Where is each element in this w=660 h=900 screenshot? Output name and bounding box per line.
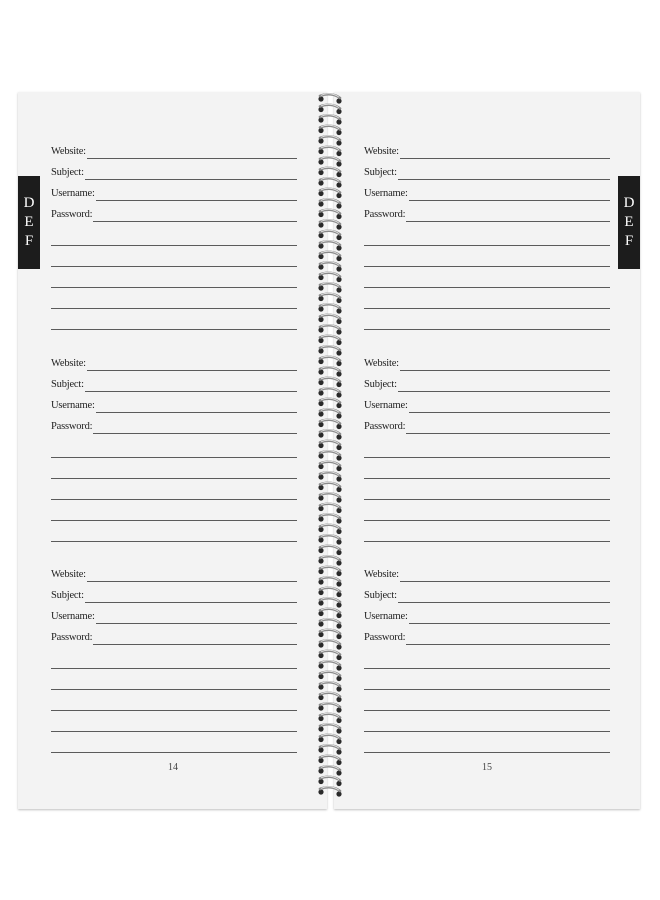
notes-line — [51, 499, 297, 500]
spiral-coil — [318, 272, 341, 282]
website-field — [51, 357, 297, 371]
website-field — [51, 568, 297, 582]
spiral-coil — [318, 199, 341, 209]
website-label: Website: — [364, 146, 399, 157]
subject-write-line — [398, 602, 610, 603]
spiral-coil — [318, 461, 341, 471]
website-write-line — [87, 158, 297, 159]
subject-write-line — [398, 179, 610, 180]
notes-line — [364, 478, 610, 479]
notes-line — [364, 245, 610, 246]
notes-line — [364, 752, 610, 753]
password-write-line — [406, 644, 610, 645]
spiral-coil — [318, 293, 341, 303]
website-write-line — [400, 581, 610, 582]
username-field — [51, 610, 297, 624]
spiral-coil — [318, 356, 341, 366]
spiral-coil — [318, 608, 341, 618]
notes-line — [364, 457, 610, 458]
spiral-coil — [318, 115, 341, 125]
spiral-coil — [318, 304, 341, 314]
spiral-coil — [318, 587, 341, 597]
website-write-line — [87, 581, 297, 582]
notes-line — [51, 520, 297, 521]
website-field — [51, 145, 297, 159]
spiral-coil — [318, 724, 341, 734]
notes-line — [364, 731, 610, 732]
subject-label: Subject: — [364, 590, 397, 601]
username-field — [364, 187, 610, 201]
spiral-coil — [318, 314, 341, 324]
spiral-coil — [318, 430, 341, 440]
subject-field — [51, 589, 297, 603]
username-field — [51, 187, 297, 201]
spiral-coil — [318, 335, 341, 345]
spiral-coil — [318, 251, 341, 261]
spiral-coil — [318, 650, 341, 660]
spiral-coil — [318, 262, 341, 272]
spiral-coil — [318, 692, 341, 702]
spiral-coil — [318, 577, 341, 587]
password-field — [51, 208, 297, 222]
spiral-coil — [318, 566, 341, 576]
username-write-line — [409, 623, 610, 624]
subject-label: Subject: — [51, 590, 84, 601]
subject-write-line — [85, 391, 297, 392]
spiral-coil — [318, 524, 341, 534]
password-label: Password: — [51, 421, 93, 432]
spiral-coil — [318, 493, 341, 503]
spiral-coil — [318, 556, 341, 566]
spiral-coil — [318, 472, 341, 482]
username-write-line — [96, 200, 297, 201]
username-label: Username: — [364, 611, 408, 622]
spiral-coil — [318, 188, 341, 198]
username-write-line — [409, 200, 610, 201]
subject-write-line — [85, 602, 297, 603]
spiral-coil — [318, 325, 341, 335]
password-field — [364, 420, 610, 434]
spiral-coil — [318, 209, 341, 219]
spiral-coil — [318, 136, 341, 146]
notes-line — [364, 520, 610, 521]
spiral-coil — [318, 220, 341, 230]
notes-line — [51, 478, 297, 479]
notes-line — [51, 266, 297, 267]
notes-line — [364, 287, 610, 288]
spiral-coil — [318, 398, 341, 408]
spiral-coil — [318, 440, 341, 450]
notes-line — [51, 308, 297, 309]
password-write-line — [93, 644, 297, 645]
password-field — [51, 420, 297, 434]
notes-line — [51, 245, 297, 246]
notes-line — [51, 731, 297, 732]
spiral-coil — [318, 388, 341, 398]
password-label: Password: — [364, 421, 406, 432]
spiral-coil — [318, 598, 341, 608]
username-field — [51, 399, 297, 413]
spiral-coil — [318, 125, 341, 135]
spiral-coil — [318, 545, 341, 555]
spiral-coil — [318, 734, 341, 744]
tab-letter: E — [24, 214, 34, 230]
subject-label: Subject: — [364, 379, 397, 390]
website-field — [364, 357, 610, 371]
notes-line — [51, 541, 297, 542]
spiral-coil — [318, 346, 341, 356]
website-label: Website: — [51, 146, 86, 157]
notes-line — [51, 752, 297, 753]
website-label: Website: — [51, 358, 86, 369]
notes-line — [364, 308, 610, 309]
website-label: Website: — [364, 358, 399, 369]
username-field — [364, 610, 610, 624]
spiral-coil — [318, 776, 341, 786]
notes-line — [364, 710, 610, 711]
spiral-coil — [318, 703, 341, 713]
subject-field — [364, 589, 610, 603]
subject-label: Subject: — [364, 167, 397, 178]
spiral-coil — [318, 671, 341, 681]
spiral-coil — [318, 283, 341, 293]
password-field — [51, 631, 297, 645]
username-label: Username: — [51, 611, 95, 622]
tab-letter: F — [624, 233, 634, 249]
subject-field — [364, 378, 610, 392]
website-field — [364, 145, 610, 159]
notes-line — [51, 287, 297, 288]
tab-letter: D — [623, 195, 635, 211]
notes-line — [364, 668, 610, 669]
spiral-coil — [318, 619, 341, 629]
password-write-line — [406, 221, 610, 222]
notes-line — [51, 689, 297, 690]
password-write-line — [93, 221, 297, 222]
tab-letter: E — [624, 214, 634, 230]
website-field — [364, 568, 610, 582]
website-write-line — [400, 158, 610, 159]
spiral-coil — [318, 419, 341, 429]
password-write-line — [93, 433, 297, 434]
website-write-line — [400, 370, 610, 371]
spiral-coil — [318, 451, 341, 461]
notes-line — [51, 668, 297, 669]
username-label: Username: — [364, 188, 408, 199]
spiral-coil — [318, 377, 341, 387]
spiral-coil — [318, 94, 341, 104]
username-write-line — [409, 412, 610, 413]
spiral-coil — [318, 787, 341, 797]
tab-letter: D — [23, 195, 35, 211]
username-write-line — [96, 623, 297, 624]
spiral-coil — [318, 146, 341, 156]
spiral-coil — [318, 367, 341, 377]
spiral-coil — [318, 230, 341, 240]
spiral-coil — [318, 167, 341, 177]
tab-letter: F — [24, 233, 34, 249]
subject-write-line — [85, 179, 297, 180]
spiral-coil — [318, 745, 341, 755]
notes-line — [364, 329, 610, 330]
notes-line — [364, 266, 610, 267]
page-number-right: 15 — [482, 762, 492, 773]
notes-line — [51, 457, 297, 458]
subject-field — [51, 166, 297, 180]
spiral-coil — [318, 661, 341, 671]
subject-field — [51, 378, 297, 392]
subject-write-line — [398, 391, 610, 392]
website-write-line — [87, 370, 297, 371]
notes-line — [51, 329, 297, 330]
username-label: Username: — [51, 188, 95, 199]
spiral-coil — [318, 535, 341, 545]
spiral-coil — [318, 178, 341, 188]
spiral-coil — [318, 157, 341, 167]
password-label: Password: — [364, 632, 406, 643]
website-label: Website: — [364, 569, 399, 580]
spiral-coil — [318, 409, 341, 419]
password-field — [364, 631, 610, 645]
username-write-line — [96, 412, 297, 413]
spiral-coil — [318, 766, 341, 776]
website-label: Website: — [51, 569, 86, 580]
password-label: Password: — [364, 209, 406, 220]
spiral-binding — [311, 92, 349, 807]
spiral-coil — [318, 482, 341, 492]
spiral-coil — [318, 629, 341, 639]
password-field — [364, 208, 610, 222]
page-number-left: 14 — [168, 762, 178, 773]
notes-line — [51, 710, 297, 711]
spiral-coil — [318, 514, 341, 524]
password-write-line — [406, 433, 610, 434]
spiral-coil — [318, 682, 341, 692]
spiral-coil — [318, 713, 341, 723]
password-label: Password: — [51, 209, 93, 220]
notes-line — [364, 541, 610, 542]
index-tab-right — [618, 176, 640, 269]
index-tab-left — [18, 176, 40, 269]
notes-line — [364, 689, 610, 690]
spiral-coil — [318, 104, 341, 114]
password-label: Password: — [51, 632, 93, 643]
username-field — [364, 399, 610, 413]
subject-label: Subject: — [51, 167, 84, 178]
subject-label: Subject: — [51, 379, 84, 390]
username-label: Username: — [51, 400, 95, 411]
spiral-coil — [318, 503, 341, 513]
spiral-coil — [318, 241, 341, 251]
subject-field — [364, 166, 610, 180]
notes-line — [364, 499, 610, 500]
spiral-coil — [318, 640, 341, 650]
username-label: Username: — [364, 400, 408, 411]
spiral-coil — [318, 755, 341, 765]
